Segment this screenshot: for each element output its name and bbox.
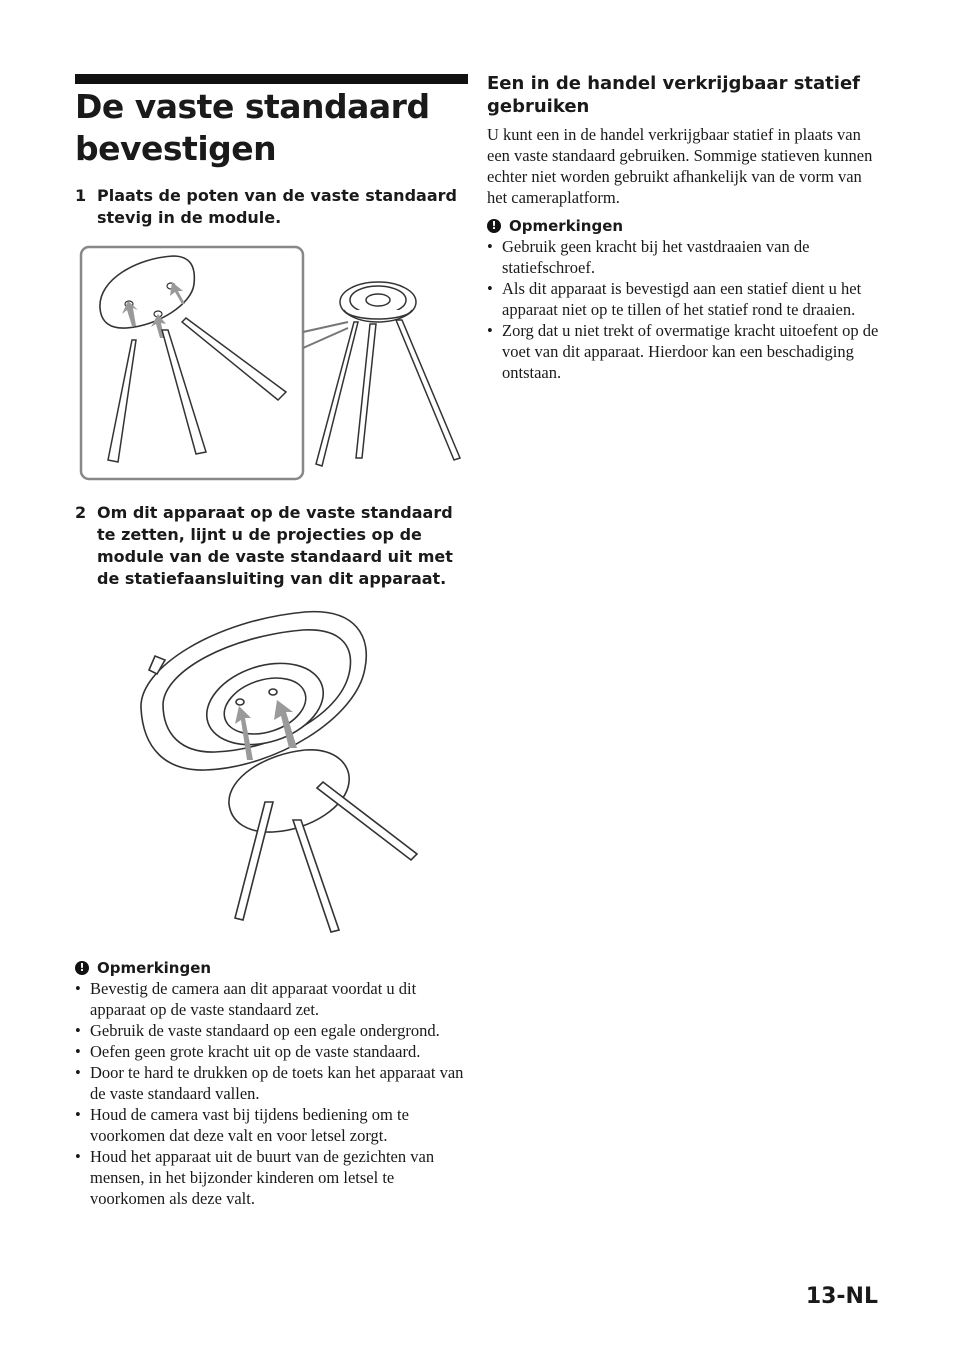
- assembled-stand: [316, 282, 460, 466]
- figure-legs-assembly: [78, 244, 468, 484]
- section-paragraph: U kunt een in de handel verkrijgbaar statief in plaats van een vaste standaard gebruiken. Sommige statieven kunnen echter niet worden gebruikt afhankelijk van de vorm van het cameraplatform.: [487, 125, 873, 207]
- notes-right-list: [487, 236, 882, 383]
- step-2-text: Om dit apparaat op de vaste standaard te zetten, lijnt u de projecties op de module van de vaste standaard uit met de statiefaansluiting van dit apparaat.: [97, 503, 453, 588]
- notes-left-heading: [75, 958, 470, 978]
- right-column: [487, 72, 882, 383]
- device-base: [141, 612, 366, 770]
- note-icon: !: [487, 219, 501, 233]
- list-item: • Gebruik de vaste standaard op een egale ondergrond.: [75, 1020, 470, 1041]
- title-rule: [75, 74, 468, 84]
- notes-left-heading-text: Opmerkingen: [97, 959, 212, 977]
- page-number: 13-NL: [805, 1284, 878, 1309]
- list-item: • Als dit apparaat is bevestigd aan een statief dient u het apparaat niet op te tillen of het statief rond te draaien.: [487, 278, 882, 320]
- page-title: De vaste standaard bevestigen: [75, 87, 430, 168]
- stand-disc-and-legs: [229, 750, 417, 932]
- step-2: [75, 502, 470, 590]
- step-1-number: 1: [75, 186, 87, 205]
- step-2-number: 2: [75, 503, 87, 522]
- notes-right-heading-text: Opmerkingen: [509, 217, 624, 235]
- step-1: [75, 185, 470, 229]
- step-1-text: Plaats de poten van de vaste standaard stevig in de module.: [97, 186, 457, 227]
- list-item: • Houd het apparaat uit de buurt van de gezichten van mensen, in het bijzonder kinderen om letsel te voorkomen als deze valt.: [75, 1146, 470, 1209]
- note-icon: !: [75, 961, 89, 975]
- notes-left-list: [75, 978, 470, 1209]
- list-item: • Zorg dat u niet trekt of overmatige kracht uitoefent op de voet van dit apparaat. Hierdoor kan een beschadiging ontstaan.: [487, 320, 882, 383]
- notes-left: [75, 958, 470, 1209]
- section-heading: Een in de handel verkrijgbaar statief gebruiken: [487, 73, 860, 117]
- list-item: • Door te hard te drukken op de toets kan het apparaat van de vaste standaard vallen.: [75, 1062, 470, 1104]
- list-item: • Houd de camera vast bij tijdens bediening om te voorkomen dat deze valt en voor letsel zorgt.: [75, 1104, 470, 1146]
- list-item: • Oefen geen grote kracht uit op de vaste standaard.: [75, 1041, 470, 1062]
- list-item: • Bevestig de camera aan dit apparaat voordat u dit apparaat op de vaste standaard zet.: [75, 978, 470, 1020]
- figure-device-on-stand: [135, 608, 435, 943]
- list-item: • Gebruik geen kracht bij het vastdraaien van de statiefschroef.: [487, 236, 882, 278]
- notes-right-heading: [487, 216, 882, 236]
